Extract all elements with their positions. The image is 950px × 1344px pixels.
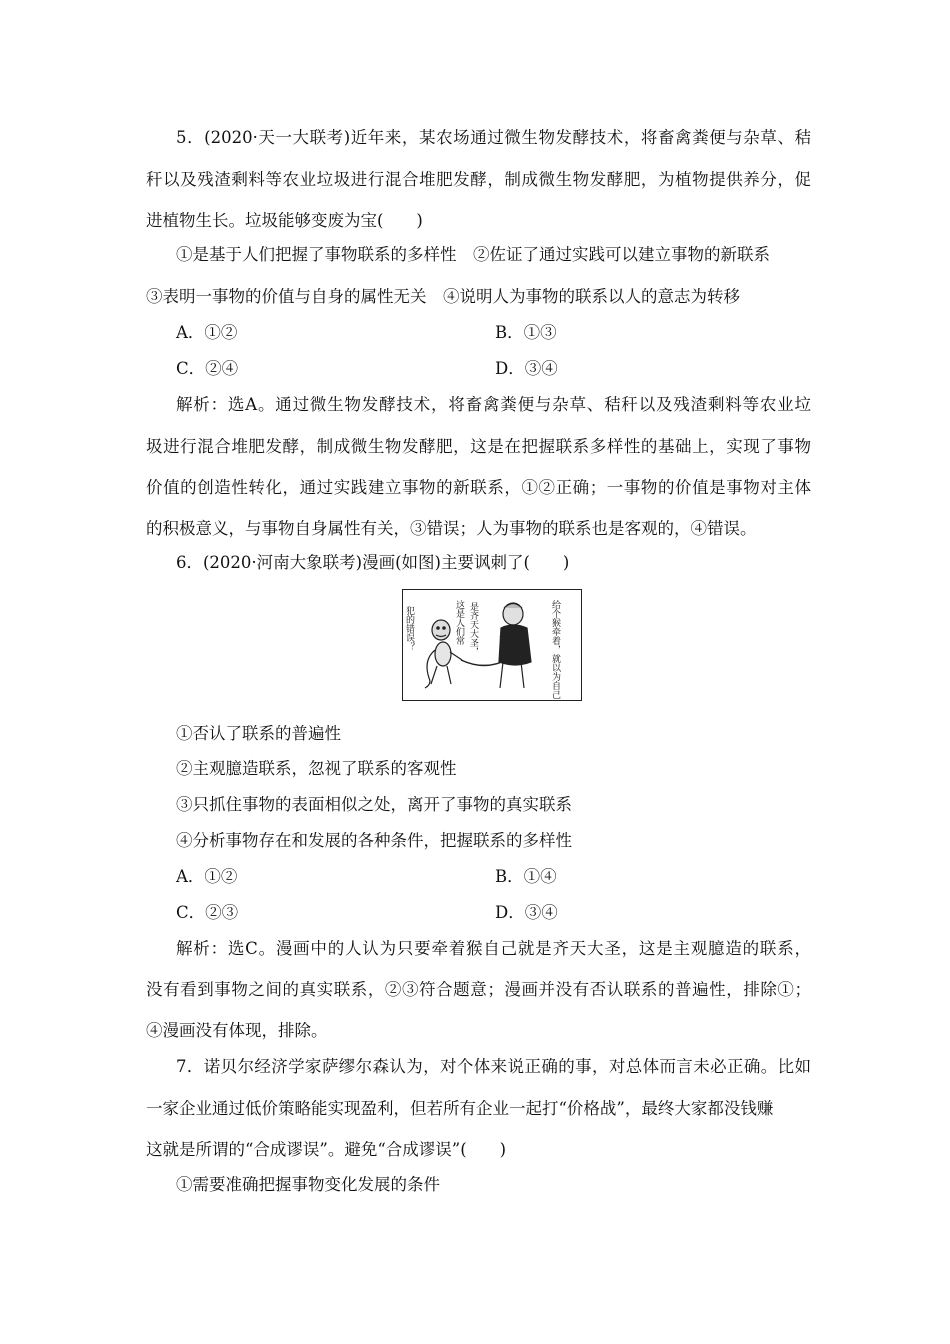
cartoon-caption-middle-b: 是齐天大圣， xyxy=(468,602,478,656)
q6-statement-4: ④分析事物存在和发展的各种条件，把握联系的多样性 xyxy=(176,831,572,850)
cartoon-caption-right: 给个猴牵着，就以为自己 xyxy=(550,600,560,699)
q6-option-row-2 xyxy=(176,903,841,923)
q6-option-a: A．①② xyxy=(176,867,238,886)
q5-analysis-line-2: 圾进行混合堆肥发酵，制成微生物发酵肥，这是在把握联系多样性的基础上，实现了事物 xyxy=(146,437,811,456)
q6-analysis-line-1: 解析：选C。漫画中的人认为只要牵着猴自己就是齐天大圣，这是主观臆造的联系， xyxy=(176,939,811,958)
q6-analysis-line-3: ④漫画没有体现，排除。 xyxy=(146,1021,328,1040)
q5-option-b: B．①③ xyxy=(495,323,557,342)
q6-analysis-line-2: 没有看到事物之间的真实联系，②③符合题意；漫画并没有否认联系的普遍性，排除①； xyxy=(146,980,811,999)
q7-stem-line-2: 一家企业通过低价策略能实现盈利，但若所有企业一起打“价格战”，最终大家都没钱赚 xyxy=(146,1099,774,1118)
q5-analysis-line-1: 解析：选A。通过微生物发酵技术，将畜禽粪便与杂草、秸秆以及残渣剩料等农业垃 xyxy=(176,395,811,414)
cartoon-image xyxy=(402,589,582,701)
q6-option-b: B．①④ xyxy=(495,867,557,886)
q5-option-row-2 xyxy=(176,359,841,379)
cartoon-caption-middle-a: 这是人们常 xyxy=(454,600,464,645)
q5-statement-line-2: ③表明一事物的价值与自身的属性无关 ④说明人为事物的联系以人的意志为转移 xyxy=(146,287,740,306)
q5-statement-line-1: ①是基于人们把握了事物联系的多样性 ②佐证了通过实践可以建立事物的新联系 xyxy=(176,245,770,264)
q5-stem-line-2: 秆以及残渣剩料等农业垃圾进行混合堆肥发酵，制成微生物发酵肥，为植物提供养分，促 xyxy=(146,170,811,189)
q5-option-a: A．①② xyxy=(176,323,238,342)
q5-analysis-line-3: 价值的创造性转化，通过实践建立事物的新联系，①②正确；一事物的价值是事物对主体 xyxy=(146,478,811,497)
q5-option-row-1 xyxy=(176,323,841,343)
q6-statement-2: ②主观臆造联系，忽视了联系的客观性 xyxy=(176,759,457,778)
q6-option-c: C．②③ xyxy=(176,903,239,922)
q6-stem: 6．(2020·河南大象联考)漫画(如图)主要讽刺了( ) xyxy=(176,553,570,572)
q6-statement-1: ①否认了联系的普遍性 xyxy=(176,724,341,743)
cartoon-caption-left: 犯的错误？ xyxy=(404,606,414,651)
q5-stem-line-1: 5．(2020·天一大联考)近年来，某农场通过微生物发酵技术，将畜禽粪便与杂草、秸 xyxy=(176,128,811,147)
q5-stem-line-3: 进植物生长。垃圾能够变废为宝( ) xyxy=(146,211,423,230)
q6-option-row-1 xyxy=(176,867,841,887)
q7-stem-line-1: 7．诺贝尔经济学家萨缪尔森认为，对个体来说正确的事，对总体而言未必正确。比如 xyxy=(176,1057,811,1076)
q6-option-d: D．③④ xyxy=(495,903,558,922)
q7-statement-1: ①需要准确把握事物变化发展的条件 xyxy=(176,1175,440,1194)
man-figure xyxy=(499,603,531,688)
q7-stem-line-3: 这就是所谓的“合成谬误”。避免“合成谬误”( ) xyxy=(146,1140,507,1159)
q5-analysis-line-4: 的积极意义，与事物自身属性有关，③错误；人为事物的联系也是客观的，④错误。 xyxy=(146,519,757,538)
q5-option-c: C．②④ xyxy=(176,359,239,378)
q6-statement-3: ③只抓住事物的表面相似之处，离开了事物的真实联系 xyxy=(176,795,572,814)
q5-option-d: D．③④ xyxy=(495,359,558,378)
